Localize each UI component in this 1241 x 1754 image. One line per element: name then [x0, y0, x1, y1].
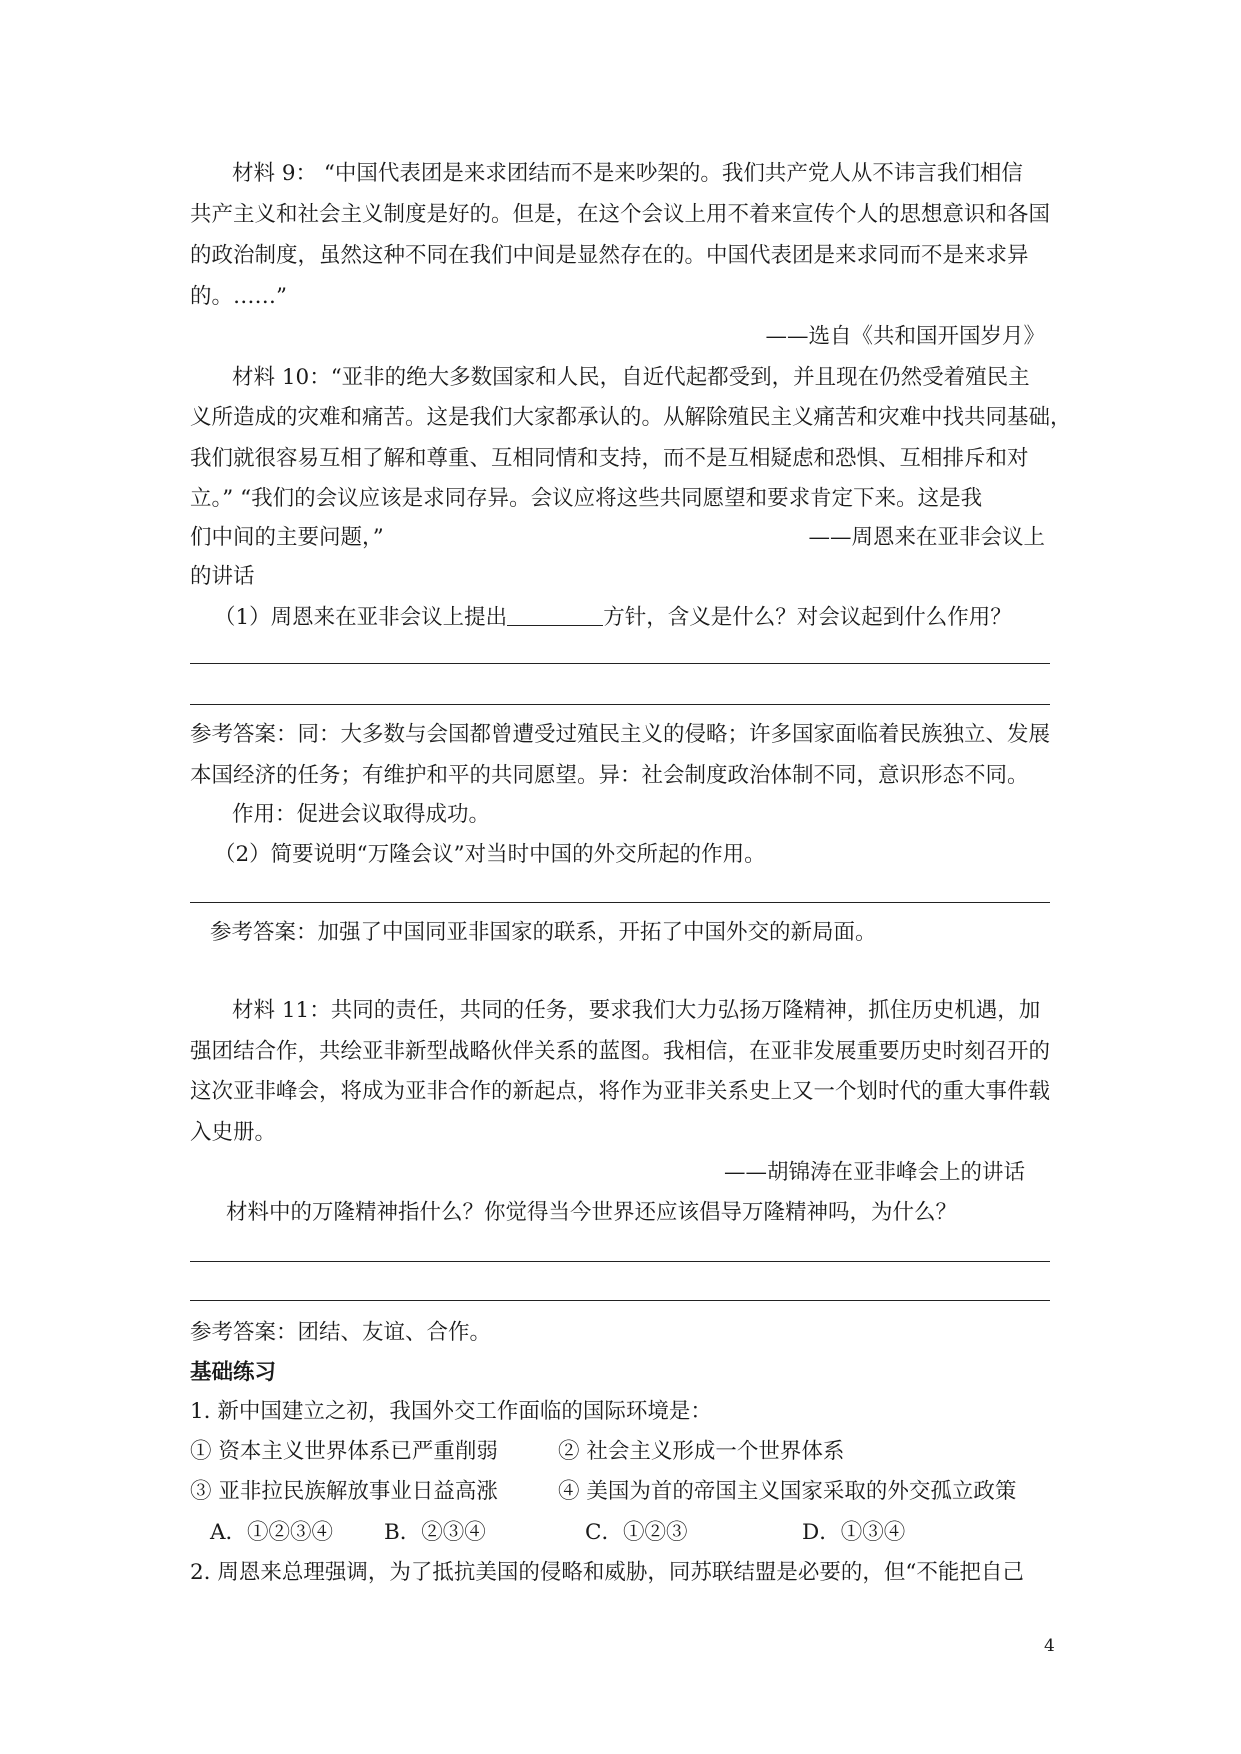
practice-q1-choice-b: B．②③④	[384, 1520, 486, 1545]
answer-line	[190, 1261, 1050, 1262]
answer-line	[190, 902, 1050, 903]
q1-answer-line-1: 参考答案：同：大多数与会国都曾遭受过殖民主义的侵略；许多国家面临着民族独立、发展	[190, 722, 1051, 747]
material10-line-3: 我们就很容易互相了解和尊重、互相同情和支持，而不是互相疑虑和恐惧、互相排斥和对	[190, 446, 1029, 471]
material10-line-4: 立。” “我们的会议应该是求同存异。会议应将这些共同愿望和要求肯定下来。这是我	[190, 486, 983, 511]
material11-answer: 参考答案：团结、友谊、合作。	[190, 1320, 492, 1345]
answer-line	[190, 704, 1050, 705]
question-1-blank	[507, 603, 603, 626]
material9-line-2: 共产主义和社会主义制度是好的。但是，在这个会议上用不着来宣传个人的思想意识和各国	[190, 202, 1051, 227]
practice-q1-option-3: ③ 亚非拉民族解放事业日益高涨	[190, 1479, 498, 1504]
question-2: （2）简要说明“万隆会议”对当时中国的外交所起的作用。	[214, 842, 766, 867]
practice-q1-option-4: ④ 美国为首的帝国主义国家采取的外交孤立政策	[558, 1479, 1017, 1504]
material11-source: ——胡锦涛在亚非峰会上的讲话	[723, 1160, 1025, 1185]
practice-q1-choice-a: A．①②③④	[210, 1520, 334, 1545]
q2-answer: 参考答案：加强了中国同亚非国家的联系，开拓了中国外交的新局面。	[210, 920, 877, 945]
material11-line-1: 材料 11：共同的责任，共同的任务，要求我们大力弘扬万隆精神，抓住历史机遇，加	[232, 998, 1041, 1023]
q1-answer-line-2: 本国经济的任务；有维护和平的共同愿望。异：社会制度政治体制不同，意识形态不同。	[190, 763, 1029, 788]
material10-source: ——周恩来在亚非会议上	[808, 525, 1045, 550]
practice-q1-option-2: ② 社会主义形成一个世界体系	[558, 1439, 845, 1464]
q1-answer-line-3: 作用：促进会议取得成功。	[232, 802, 491, 827]
practice-q1-stem: 1. 新中国建立之初，我国外交工作面临的国际环境是：	[190, 1399, 712, 1424]
material9-line-4: 的。……”	[190, 284, 287, 309]
material11-line-3: 这次亚非峰会，将成为亚非合作的新起点，将作为亚非关系史上又一个划时代的重大事件载	[190, 1079, 1051, 1104]
question-1	[214, 603, 1012, 633]
material10-line-5: 们中间的主要问题，”	[190, 525, 384, 550]
material11-line-4: 入史册。	[190, 1120, 277, 1145]
material11-line-2: 强团结合作，共绘亚非新型战略伙伴关系的蓝图。我相信，在亚非发展重要历史时刻召开的	[190, 1039, 1051, 1064]
material10-source-cont: 的讲话	[190, 564, 255, 589]
material10-line-1: 材料 10：“亚非的绝大多数国家和人民，自近代起都受到，并且现在仍然受着殖民主	[232, 365, 1030, 390]
material10-line-2: 义所造成的灾难和痛苦。这是我们大家都承认的。从解除殖民主义痛苦和灾难中找共同基础，	[190, 405, 1072, 430]
practice-q1-choice-c: C．①②③	[585, 1520, 688, 1545]
material9-source: ——选自《共和国开国岁月》	[765, 324, 1045, 349]
practice-q1-option-1: ① 资本主义世界体系已严重削弱	[190, 1439, 498, 1464]
answer-line	[190, 663, 1050, 664]
page-number: 4	[1044, 1636, 1055, 1656]
question-1-suffix: 方针，含义是什么？对会议起到什么作用？	[603, 605, 1012, 630]
section-heading: 基础练习	[190, 1360, 277, 1385]
practice-q2-stem: 2. 周恩来总理强调，为了抵抗美国的侵略和威胁，同苏联结盟是必要的，但“不能把自己	[190, 1560, 1024, 1585]
question-1-prefix: （1）周恩来在亚非会议上提出	[214, 605, 508, 630]
answer-line	[190, 1300, 1050, 1301]
material11-question: 材料中的万隆精神指什么？你觉得当今世界还应该倡导万隆精神吗，为什么？	[226, 1200, 958, 1225]
material9-line-1: 材料 9： “中国代表团是来求团结而不是来吵架的。我们共产党人从不讳言我们相信	[232, 161, 1023, 186]
material9-line-3: 的政治制度，虽然这种不同在我们中间是显然存在的。中国代表团是来求同而不是来求异	[190, 243, 1029, 268]
practice-q1-choice-d: D．①③④	[802, 1520, 906, 1545]
